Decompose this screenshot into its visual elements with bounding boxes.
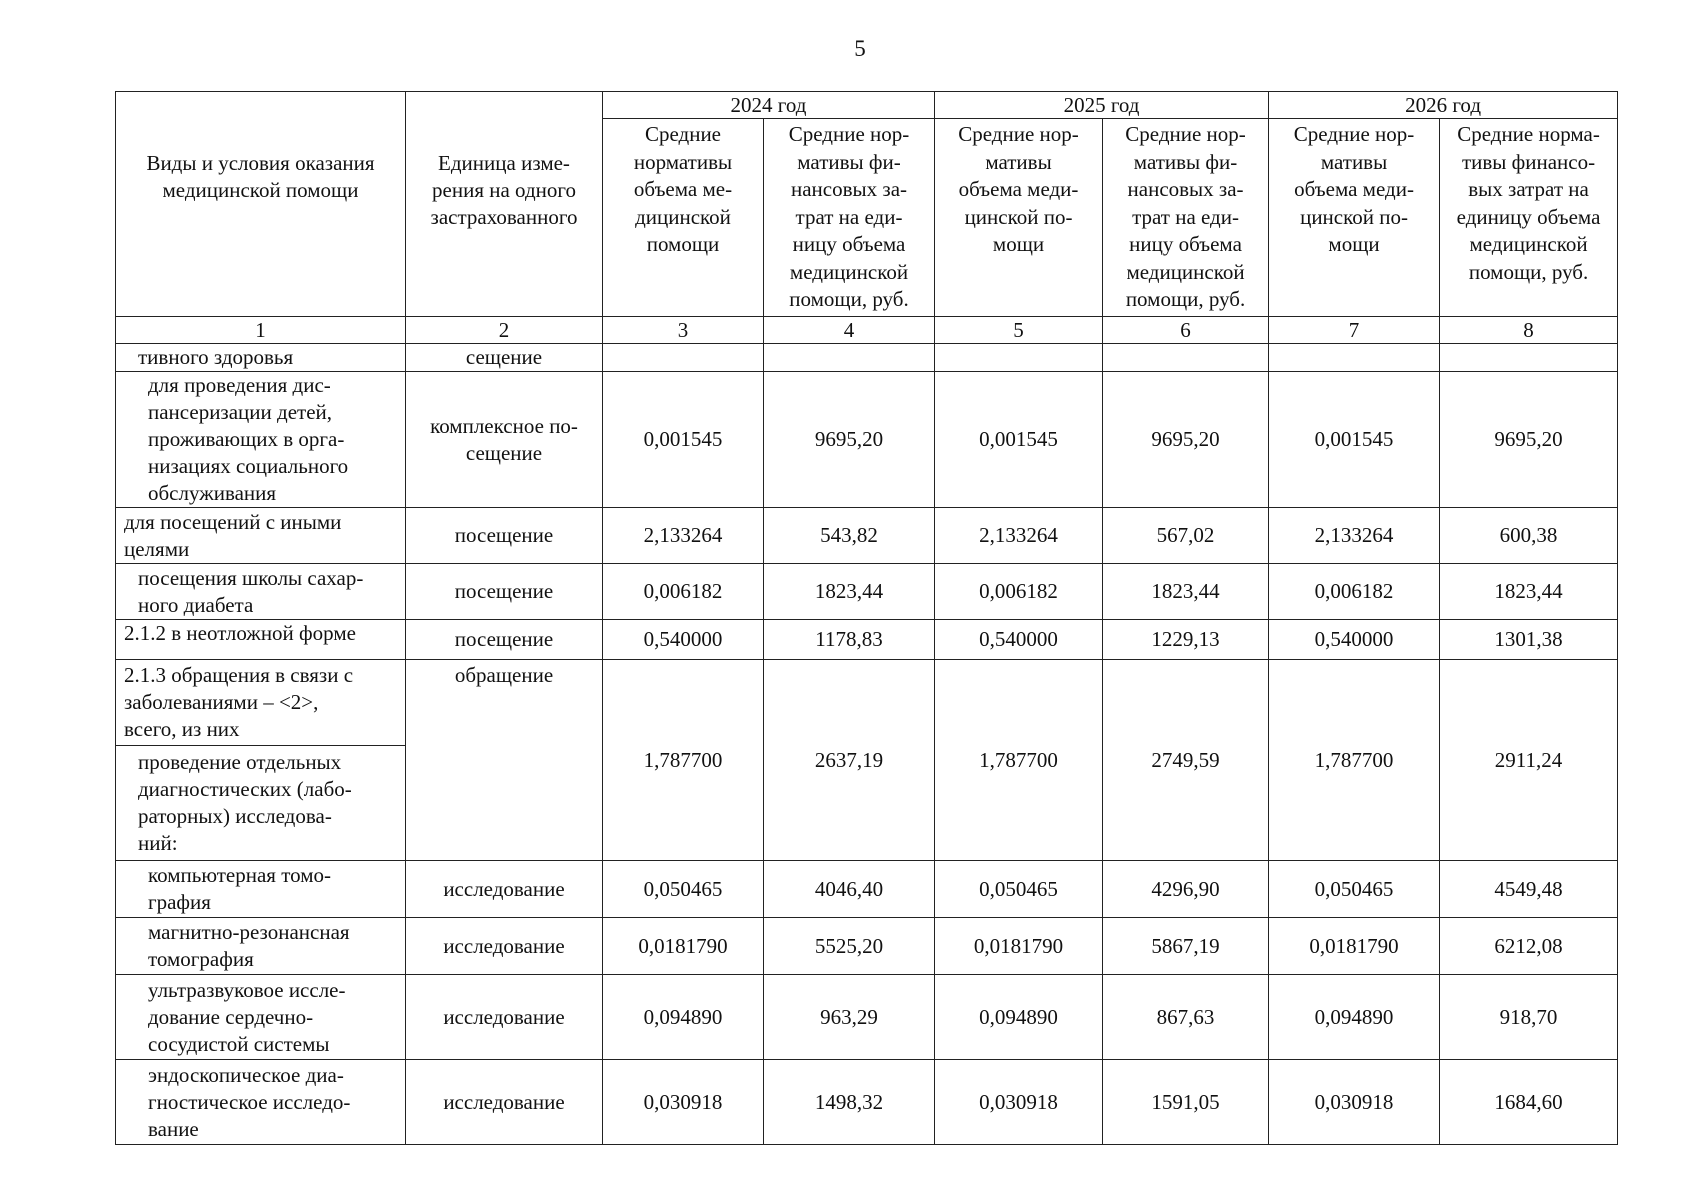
row-value: 2,133264 xyxy=(603,508,764,564)
row-value xyxy=(1269,344,1440,372)
row-name: 2.1.2 в неотложной форме xyxy=(116,620,406,660)
row-unit: посещение xyxy=(406,508,603,564)
table-row xyxy=(116,620,1618,660)
header-cost-2026: Средние норма- тивы финансо- вых затрат на единицу объема медицинской помощи, руб. xyxy=(1440,119,1618,317)
table-row xyxy=(116,660,1618,746)
row-name: 2.1.3 обращения в связи с заболеваниями – <2>, всего, из них xyxy=(116,660,406,746)
row-value xyxy=(1103,344,1269,372)
header-volume-2026: Средние нор- мативы объема меди- цинской по- мощи xyxy=(1269,119,1440,317)
row-value: 4296,90 xyxy=(1103,861,1269,918)
header-year-2025: 2025 год xyxy=(935,92,1269,119)
row-name: для проведения дис- пансеризации детей, проживающих в орга- низациях социального обслуживания xyxy=(116,372,406,508)
row-unit: посещение xyxy=(406,620,603,660)
header-kind: Виды и условия оказания медицинской помощи xyxy=(116,92,406,317)
column-number-row xyxy=(116,317,1618,344)
row-value: 2,133264 xyxy=(1269,508,1440,564)
col-number: 5 xyxy=(935,317,1103,344)
col-number: 1 xyxy=(116,317,406,344)
row-value: 2749,59 xyxy=(1103,660,1269,861)
row-value xyxy=(603,344,764,372)
row-unit: комплексное по- сещение xyxy=(406,372,603,508)
row-value: 1,787700 xyxy=(1269,660,1440,861)
col-number: 2 xyxy=(406,317,603,344)
row-value: 0,094890 xyxy=(603,975,764,1060)
header-cost-2024: Средние нор- мативы фи- нансовых за- трат на еди- ницу объема медицинской помощи, руб. xyxy=(764,119,935,317)
row-value: 600,38 xyxy=(1440,508,1618,564)
table-row xyxy=(116,1060,1618,1145)
col-number: 4 xyxy=(764,317,935,344)
row-unit: исследование xyxy=(406,861,603,918)
row-unit: посещение xyxy=(406,564,603,620)
row-value: 1823,44 xyxy=(764,564,935,620)
row-value: 1301,38 xyxy=(1440,620,1618,660)
header-year-2026: 2026 год xyxy=(1269,92,1618,119)
table-row xyxy=(116,372,1618,508)
row-name: тивного здоровья xyxy=(116,344,406,372)
row-value: 867,63 xyxy=(1103,975,1269,1060)
row-value: 1229,13 xyxy=(1103,620,1269,660)
row-name: магнитно-резонансная томография xyxy=(116,918,406,975)
row-unit: сещение xyxy=(406,344,603,372)
row-value: 0,006182 xyxy=(1269,564,1440,620)
row-value: 1,787700 xyxy=(603,660,764,861)
row-name: для посещений с иными целями xyxy=(116,508,406,564)
row-value: 1823,44 xyxy=(1440,564,1618,620)
row-value: 0,094890 xyxy=(935,975,1103,1060)
table-row xyxy=(116,344,1618,372)
row-value: 0,050465 xyxy=(1269,861,1440,918)
medical-care-standards-table xyxy=(115,91,1618,1145)
row-value: 1591,05 xyxy=(1103,1060,1269,1145)
header-cost-2025: Средние нор- мативы фи- нансовых за- трат на еди- ницу объема медицинской помощи, руб. xyxy=(1103,119,1269,317)
row-value: 0,006182 xyxy=(603,564,764,620)
row-value: 4549,48 xyxy=(1440,861,1618,918)
row-value: 0,540000 xyxy=(603,620,764,660)
row-value xyxy=(764,344,935,372)
row-value: 0,540000 xyxy=(1269,620,1440,660)
row-value xyxy=(1440,344,1618,372)
row-value: 2,133264 xyxy=(935,508,1103,564)
col-number: 7 xyxy=(1269,317,1440,344)
row-name: эндоскопическое диа- гностическое исследо- вание xyxy=(116,1060,406,1145)
row-value: 0,030918 xyxy=(935,1060,1103,1145)
row-value: 0,001545 xyxy=(1269,372,1440,508)
row-name-sub: проведение отдельных диагностических (лабо- раторных) исследова- ний: xyxy=(116,746,406,861)
row-value: 9695,20 xyxy=(1440,372,1618,508)
page-number: 5 xyxy=(854,36,866,61)
row-value: 1823,44 xyxy=(1103,564,1269,620)
row-value: 0,094890 xyxy=(1269,975,1440,1060)
row-value: 9695,20 xyxy=(764,372,935,508)
header-unit: Единица изме- рения на одного застрахованного xyxy=(406,92,603,317)
row-value: 0,0181790 xyxy=(1269,918,1440,975)
row-value: 567,02 xyxy=(1103,508,1269,564)
row-value: 5525,20 xyxy=(764,918,935,975)
col-number: 3 xyxy=(603,317,764,344)
col-number: 8 xyxy=(1440,317,1618,344)
row-value: 4046,40 xyxy=(764,861,935,918)
row-value: 0,0181790 xyxy=(603,918,764,975)
row-value: 0,001545 xyxy=(935,372,1103,508)
table-row xyxy=(116,508,1618,564)
header-year-2024: 2024 год xyxy=(603,92,935,119)
row-value: 6212,08 xyxy=(1440,918,1618,975)
row-unit: исследование xyxy=(406,975,603,1060)
row-value: 0,0181790 xyxy=(935,918,1103,975)
row-value: 543,82 xyxy=(764,508,935,564)
row-value xyxy=(935,344,1103,372)
row-value: 0,050465 xyxy=(603,861,764,918)
table-row xyxy=(116,861,1618,918)
row-value: 0,006182 xyxy=(935,564,1103,620)
header-volume-2024: Средние нормативы объема ме- дицинской помощи xyxy=(603,119,764,317)
row-name: посещения школы сахар- ного диабета xyxy=(116,564,406,620)
row-value: 0,030918 xyxy=(1269,1060,1440,1145)
row-value: 1178,83 xyxy=(764,620,935,660)
row-unit: исследование xyxy=(406,918,603,975)
row-value: 9695,20 xyxy=(1103,372,1269,508)
row-unit: исследование xyxy=(406,1060,603,1145)
table-row xyxy=(116,918,1618,975)
table-row xyxy=(116,564,1618,620)
row-value: 1498,32 xyxy=(764,1060,935,1145)
header-volume-2025: Средние нор- мативы объема меди- цинской по- мощи xyxy=(935,119,1103,317)
row-value: 1,787700 xyxy=(935,660,1103,861)
row-name: компьютерная томо- графия xyxy=(116,861,406,918)
row-value: 2911,24 xyxy=(1440,660,1618,861)
table-row xyxy=(116,975,1618,1060)
row-value: 5867,19 xyxy=(1103,918,1269,975)
row-value: 918,70 xyxy=(1440,975,1618,1060)
row-value: 0,001545 xyxy=(603,372,764,508)
row-value: 2637,19 xyxy=(764,660,935,861)
col-number: 6 xyxy=(1103,317,1269,344)
row-unit: обращение xyxy=(406,660,603,861)
row-value: 0,050465 xyxy=(935,861,1103,918)
row-name: ультразвуковое иссле- дование сердечно- сосудистой системы xyxy=(116,975,406,1060)
row-value: 963,29 xyxy=(764,975,935,1060)
row-value: 0,540000 xyxy=(935,620,1103,660)
row-value: 0,030918 xyxy=(603,1060,764,1145)
row-value: 1684,60 xyxy=(1440,1060,1618,1145)
